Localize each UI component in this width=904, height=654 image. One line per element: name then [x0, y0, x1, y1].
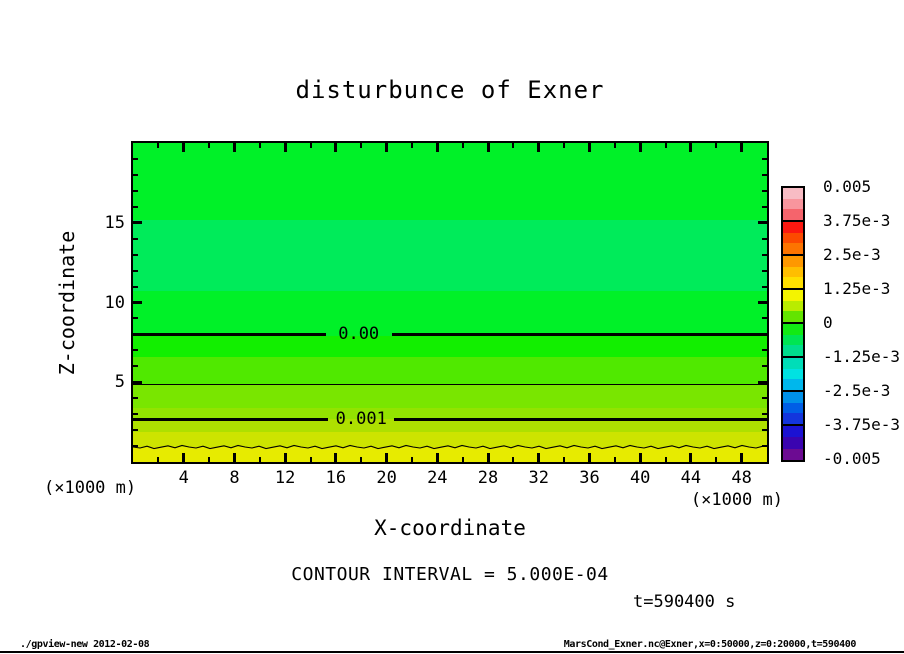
x-tick-label: 16 — [325, 468, 347, 488]
colorbar-shade — [783, 188, 803, 199]
z-axis-label: Z-coordinate — [55, 230, 79, 376]
colorbar-box — [783, 222, 803, 256]
x-axis-tick — [284, 143, 287, 152]
z-axis-tick — [133, 158, 138, 160]
colorbar-shade — [783, 358, 803, 369]
contour-line — [133, 333, 326, 336]
x-axis-tick — [310, 143, 312, 148]
footer-file-text: MarsCond_Exner.nc@Exner,x=0:50000,z=0:20000,t=590400 — [563, 639, 856, 650]
z-axis-tick — [762, 397, 767, 399]
x-axis-tick — [563, 457, 565, 462]
colorbar-shade — [783, 335, 803, 346]
x-tick-label: 32 — [528, 468, 549, 488]
colorbar-tick-label: 0.005 — [823, 177, 872, 196]
x-axis-tick — [588, 143, 591, 152]
colorbar-shade — [783, 324, 803, 335]
z-axis-tick — [758, 381, 767, 384]
wavy-contour-line — [133, 442, 767, 452]
x-axis-tick — [334, 143, 337, 152]
z-axis-tick — [762, 158, 767, 160]
x-tick-label: 48 — [731, 468, 752, 488]
z-axis-tick — [758, 221, 767, 224]
colorbar-tick-label: 2.5e-3 — [823, 245, 881, 264]
x-tick-label: 24 — [427, 468, 448, 488]
x-axis-tick — [436, 143, 439, 152]
fill-band — [133, 336, 767, 357]
x-tick-label: 4 — [178, 468, 189, 488]
z-axis-tick — [762, 413, 767, 415]
z-axis-tick — [762, 317, 767, 319]
z-axis-tick — [133, 254, 138, 256]
x-tick-label: 40 — [629, 468, 651, 488]
colorbar-box — [783, 256, 803, 290]
colorbar-tick-label: -3.75e-3 — [823, 415, 901, 434]
fill-band — [133, 384, 767, 408]
x-axis-tick — [259, 143, 261, 148]
x-axis-tick — [588, 453, 591, 462]
x-axis-tick — [157, 143, 159, 148]
x-tick-label: 20 — [376, 468, 397, 488]
z-axis-tick — [133, 349, 138, 351]
z-axis-tick — [758, 301, 767, 304]
colorbar-box — [783, 426, 803, 460]
z-axis-tick — [133, 413, 138, 415]
contour-line — [133, 384, 767, 385]
colorbar-tick-label: -0.005 — [823, 449, 881, 468]
colorbar-tick-label: 0 — [823, 313, 833, 332]
x-axis-tick — [512, 143, 514, 148]
x-axis-tick — [487, 143, 490, 152]
colorbar-box — [783, 358, 803, 392]
colorbar-shade — [783, 311, 803, 322]
z-axis-tick — [762, 190, 767, 192]
x-axis-tick — [334, 453, 337, 462]
colorbar-tick-label: 3.75e-3 — [823, 211, 891, 230]
contour-label: 0.00 — [338, 324, 380, 344]
x-axis-tick — [614, 143, 616, 148]
x-axis-tick — [740, 143, 743, 152]
z-axis-tick — [133, 429, 138, 431]
contour-label: 0.001 — [335, 409, 387, 429]
contour-line — [133, 418, 328, 421]
fill-band — [133, 357, 767, 384]
z-axis-tick — [762, 349, 767, 351]
z-axis-tick — [762, 206, 767, 208]
z-axis-tick — [762, 286, 767, 288]
x-tick-label: 36 — [579, 468, 600, 488]
z-tick-label: 5 — [114, 372, 125, 393]
x-axis-tick — [512, 457, 514, 462]
colorbar-shade — [783, 233, 803, 244]
x-axis-unit: (×1000 m) — [690, 490, 783, 510]
fill-band — [133, 291, 767, 336]
colorbar-shade — [783, 437, 803, 448]
colorbar-box — [783, 290, 803, 324]
x-axis-tick — [715, 143, 717, 148]
z-axis-tick — [133, 206, 138, 208]
x-axis-tick — [284, 453, 287, 462]
x-axis-tick — [639, 143, 642, 152]
z-axis-tick — [762, 445, 767, 447]
z-axis-tick — [133, 317, 138, 319]
fill-band — [133, 143, 767, 220]
colorbar-box — [783, 324, 803, 358]
contour-line — [392, 333, 767, 336]
colorbar-shade — [783, 426, 803, 437]
colorbar-shade — [783, 277, 803, 288]
x-axis-tick — [360, 457, 362, 462]
x-tick-label: 8 — [229, 468, 240, 488]
x-axis-tick — [740, 453, 743, 462]
colorbar-shade — [783, 379, 803, 390]
x-axis-tick — [462, 143, 464, 148]
colorbar-shade — [783, 449, 803, 460]
x-axis-tick — [208, 143, 210, 148]
x-axis-tick — [639, 453, 642, 462]
z-axis-tick — [762, 254, 767, 256]
z-axis-tick — [133, 190, 138, 192]
z-axis-tick — [133, 174, 138, 176]
z-axis-tick — [133, 301, 142, 304]
z-axis-tick — [133, 286, 138, 288]
x-axis-tick — [360, 143, 362, 148]
x-axis-tick — [665, 143, 667, 148]
z-axis-tick — [133, 270, 138, 272]
z-axis-tick — [762, 429, 767, 431]
x-axis-tick — [689, 143, 692, 152]
colorbar-shade — [783, 369, 803, 380]
plot-area — [131, 141, 769, 464]
x-axis-label: X-coordinate — [374, 516, 526, 540]
colorbar-box — [783, 392, 803, 426]
z-axis-tick — [133, 333, 138, 335]
x-axis-tick — [411, 457, 413, 462]
x-axis-tick — [208, 457, 210, 462]
colorbar-shade — [783, 243, 803, 254]
contour-interval-text: CONTOUR INTERVAL = 5.000E-04 — [291, 564, 609, 585]
colorbar-shade — [783, 256, 803, 267]
fill-band — [133, 220, 767, 292]
footer-command-text: ./gpview-new 2012-02-08 — [20, 639, 150, 650]
x-axis-tick — [259, 457, 261, 462]
colorbar-tick-label: -1.25e-3 — [823, 347, 901, 366]
z-tick-label: 15 — [104, 212, 125, 233]
x-axis-tick — [462, 457, 464, 462]
bottom-divider — [0, 651, 904, 653]
x-axis-tick — [385, 143, 388, 152]
z-axis-tick — [762, 365, 767, 367]
z-axis-tick — [133, 397, 138, 399]
colorbar-shade — [783, 290, 803, 301]
z-axis-tick — [133, 445, 138, 447]
contour-line — [394, 418, 767, 421]
x-axis-tick — [715, 457, 717, 462]
z-axis-tick — [133, 381, 142, 384]
x-axis-tick — [310, 457, 312, 462]
x-axis-tick — [385, 453, 388, 462]
colorbar-shade — [783, 301, 803, 312]
time-annotation: t=590400 s — [633, 592, 736, 612]
colorbar-shade — [783, 392, 803, 403]
colorbar-tick-label: 1.25e-3 — [823, 279, 891, 298]
colorbar-shade — [783, 267, 803, 278]
x-axis-tick — [689, 453, 692, 462]
x-axis-tick — [233, 453, 236, 462]
x-axis-tick — [665, 457, 667, 462]
colorbar-tick-label: -2.5e-3 — [823, 381, 891, 400]
x-axis-tick — [182, 143, 185, 152]
z-axis-tick — [133, 238, 138, 240]
colorbar-shade — [783, 345, 803, 356]
x-axis-tick — [182, 453, 185, 462]
x-axis-tick — [157, 457, 159, 462]
colorbar-box — [783, 188, 803, 222]
x-axis-tick — [537, 143, 540, 152]
x-tick-label: 28 — [477, 468, 499, 488]
z-axis-tick — [133, 221, 142, 224]
x-tick-label: 12 — [274, 468, 296, 488]
colorbar — [781, 186, 805, 462]
colorbar-shade — [783, 222, 803, 233]
x-axis-tick — [537, 453, 540, 462]
x-axis-tick — [563, 143, 565, 148]
x-axis-tick — [233, 143, 236, 152]
x-axis-tick — [614, 457, 616, 462]
z-axis-tick — [762, 238, 767, 240]
colorbar-shade — [783, 403, 803, 414]
z-tick-label: 10 — [104, 292, 125, 313]
colorbar-shade — [783, 199, 803, 210]
z-axis-unit: (×1000 m) — [44, 478, 137, 498]
x-axis-tick — [487, 453, 490, 462]
colorbar-shade — [783, 209, 803, 220]
x-axis-tick — [411, 143, 413, 148]
z-axis-tick — [762, 174, 767, 176]
x-axis-tick — [436, 453, 439, 462]
z-axis-tick — [762, 333, 767, 335]
z-axis-tick — [762, 270, 767, 272]
plot-title: disturbunce of Exner — [295, 76, 605, 104]
x-tick-label: 44 — [680, 468, 702, 488]
colorbar-shade — [783, 413, 803, 424]
z-axis-tick — [133, 365, 138, 367]
